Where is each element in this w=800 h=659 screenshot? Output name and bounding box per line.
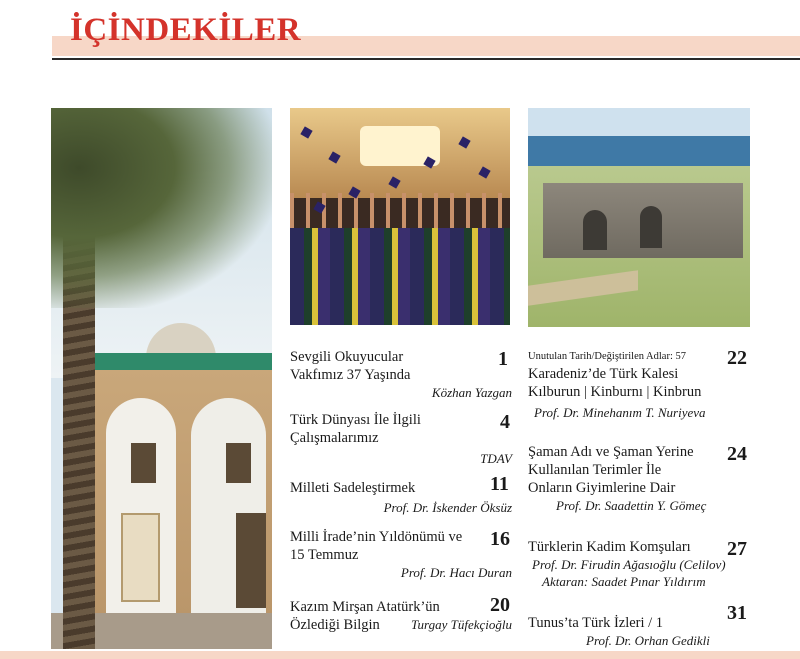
toc-title: Türklerin Kadim Komşuları (528, 539, 691, 555)
toc-title: Kullanılan Terimler İle (528, 462, 662, 478)
header-rule (52, 58, 800, 60)
toc-entry[interactable] (290, 528, 512, 581)
toc-kicker: Unutulan Tarih/Değiştirilen Adlar: 57 (528, 351, 687, 362)
toc-page-number: 16 (490, 528, 510, 550)
graduation-photo (290, 108, 510, 325)
toc-entry[interactable] (290, 473, 512, 516)
toc-page-number: 24 (727, 443, 747, 465)
toc-page-number: 27 (727, 538, 747, 560)
page-title: İÇİNDEKİLER (70, 12, 302, 48)
toc-title: 15 Temmuz (290, 547, 359, 563)
footer-band (0, 651, 800, 659)
toc-title: Karadeniz’de Türk Kalesi (528, 366, 679, 382)
toc-author: Prof. Dr. Saadettin Y. Gömeç (556, 498, 707, 513)
toc-author: Közhan Yazgan (431, 385, 512, 400)
toc-author: TDAV (480, 451, 512, 466)
toc-page-number: 4 (500, 411, 510, 433)
toc-title: Türk Dünyası İle İlgili (290, 412, 421, 428)
toc-author: Prof. Dr. Hacı Duran (400, 565, 512, 580)
toc-entry[interactable] (528, 347, 750, 421)
toc-title: Şaman Adı ve Şaman Yerine (528, 444, 694, 460)
toc-author: Prof. Dr. Firudin Ağasıoğlu (Celilov) (532, 557, 726, 572)
toc-title: Tunus’ta Türk İzleri / 1 (528, 615, 664, 631)
toc-title: Özlediği Bilgin (290, 617, 380, 633)
toc-title: Onların Giyimlerine Dair (528, 480, 676, 496)
toc-title: Kazım Mirşan Atatürk’ün (290, 599, 440, 615)
toc-entry[interactable] (528, 538, 750, 590)
toc-entry[interactable] (528, 443, 750, 514)
fortress-photo (528, 108, 750, 327)
toc-author: Prof. Dr. Minehanım T. Nuriyeva (534, 405, 706, 420)
toc-author: Prof. Dr. Orhan Gedikli (586, 633, 710, 648)
toc-title: Kılburun | Kinburnı | Kinbrun (528, 384, 702, 400)
toc-title: Vakfımız 37 Yaşında (290, 367, 411, 383)
toc-page-number: 22 (727, 347, 747, 369)
toc-author: Turgay Tüfekçioğlu (411, 617, 512, 632)
toc-title: Çalışmalarımız (290, 430, 379, 446)
toc-title: Milleti Sadeleştirmek (290, 480, 416, 496)
toc-page-number: 31 (727, 602, 747, 624)
toc-title: Milli İrade’nin Yıldönümü ve (290, 529, 463, 545)
toc-page-number: 11 (490, 473, 509, 495)
toc-author: Prof. Dr. İskender Öksüz (383, 500, 512, 515)
toc-page-number: 1 (498, 348, 508, 370)
toc-entry[interactable] (290, 348, 512, 401)
toc-author: Aktaran: Saadet Pınar Yıldırım (542, 574, 706, 589)
toc-entry[interactable] (290, 411, 512, 467)
toc-entry[interactable] (528, 602, 750, 649)
tunisia-courtyard-photo (51, 108, 272, 649)
toc-page-number: 20 (490, 594, 510, 616)
toc-title: Sevgili Okuyucular (290, 349, 404, 365)
toc-entry[interactable] (290, 594, 512, 633)
